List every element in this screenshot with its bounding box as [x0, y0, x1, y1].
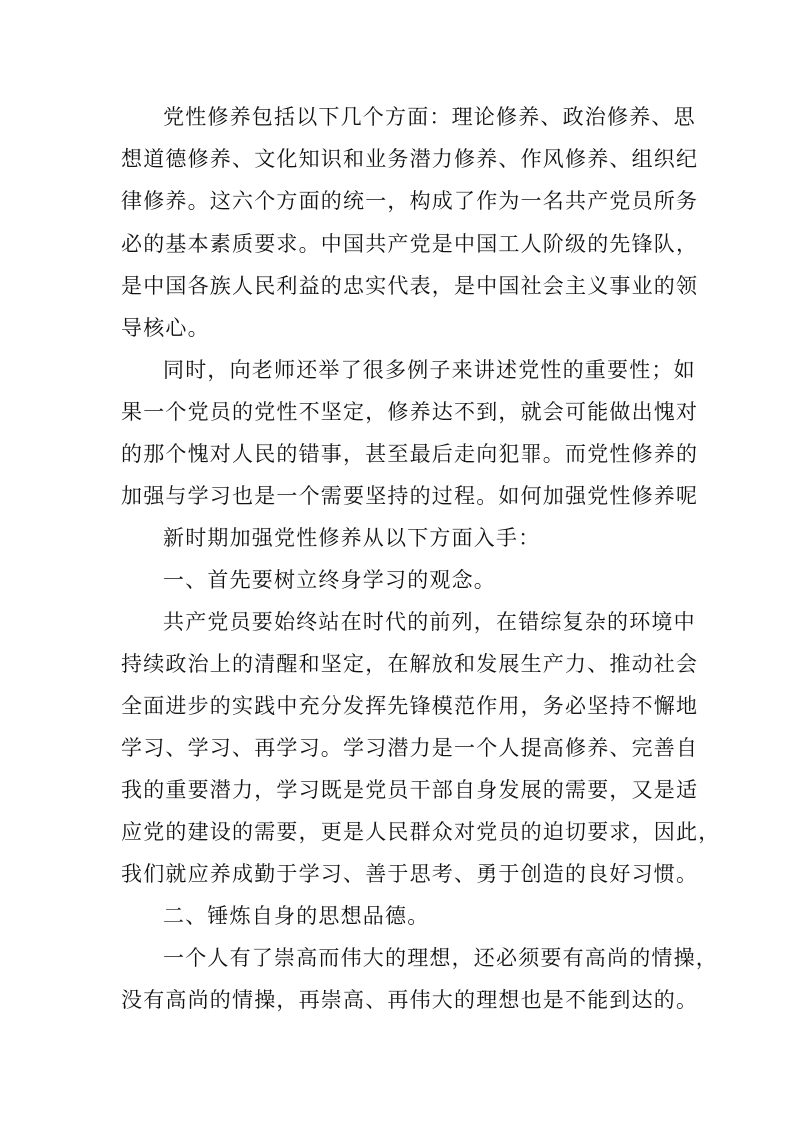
paragraph-2-line-2: 果一个党员的党性不坚定，修养达不到，就会可能做出愧对 [121, 400, 699, 424]
paragraph-5-line-1: 一个人有了崇高而伟大的理想，还必须要有高尚的情操， [163, 946, 718, 970]
paragraph-4-line-5: 我的重要潜力，学习既是党员干部自身发展的需要，又是适 [121, 778, 699, 802]
paragraph-5-line-2: 没有高尚的情操，再崇高、再伟大的理想也是不能到达的。 [121, 988, 699, 1012]
paragraph-4-line-3: 全面进步的实践中充分发挥先锋模范作用，务必坚持不懈地 [121, 694, 699, 718]
paragraph-1-line-1: 党性修养包括以下几个方面：理论修养、政治修养、思 [163, 105, 696, 129]
paragraph-4-line-2: 持续政治上的清醒和坚定，在解放和发展生产力、推动社会 [121, 652, 699, 676]
paragraph-4-line-4: 学习、学习、再学习。学习潜力是一个人提高修养、完善自 [121, 736, 699, 760]
paragraph-1-line-6: 导核心。 [121, 316, 210, 340]
paragraph-2-line-1: 同时，向老师还举了很多例子来讲述党性的重要性；如 [163, 358, 696, 382]
paragraph-4-line-6: 应党的建设的需要，更是人民群众对党员的迫切要求，因此， [121, 820, 721, 844]
paragraph-4-line-1: 共产党员要始终站在时代的前列，在错综复杂的环境中 [163, 610, 696, 634]
paragraph-2-line-4: 加强与学习也是一个需要坚持的过程。如何加强党性修养呢 [121, 484, 699, 508]
section-heading-1: 一、首先要树立终身学习的观念。 [163, 568, 496, 592]
section-heading-2: 二、锤炼自身的思想品德。 [163, 904, 430, 928]
paragraph-1-line-2: 想道德修养、文化知识和业务潜力修养、作风修养、组织纪 [121, 147, 699, 171]
paragraph-1-line-5: 是中国各族人民利益的忠实代表，是中国社会主义事业的领 [121, 274, 699, 298]
paragraph-3-line-1: 新时期加强党性修养从以下方面入手： [163, 526, 541, 550]
paragraph-4-line-7: 我们就应养成勤于学习、善于思考、勇于创造的良好习惯。 [121, 862, 699, 886]
paragraph-1-line-3: 律修养。这六个方面的统一，构成了作为一名共产党员所务 [121, 189, 699, 213]
paragraph-1-line-4: 必的基本素质要求。中国共产党是中国工人阶级的先锋队， [121, 232, 699, 256]
paragraph-2-line-3: 的那个愧对人民的错事，甚至最后走向犯罪。而党性修养的 [121, 442, 699, 466]
